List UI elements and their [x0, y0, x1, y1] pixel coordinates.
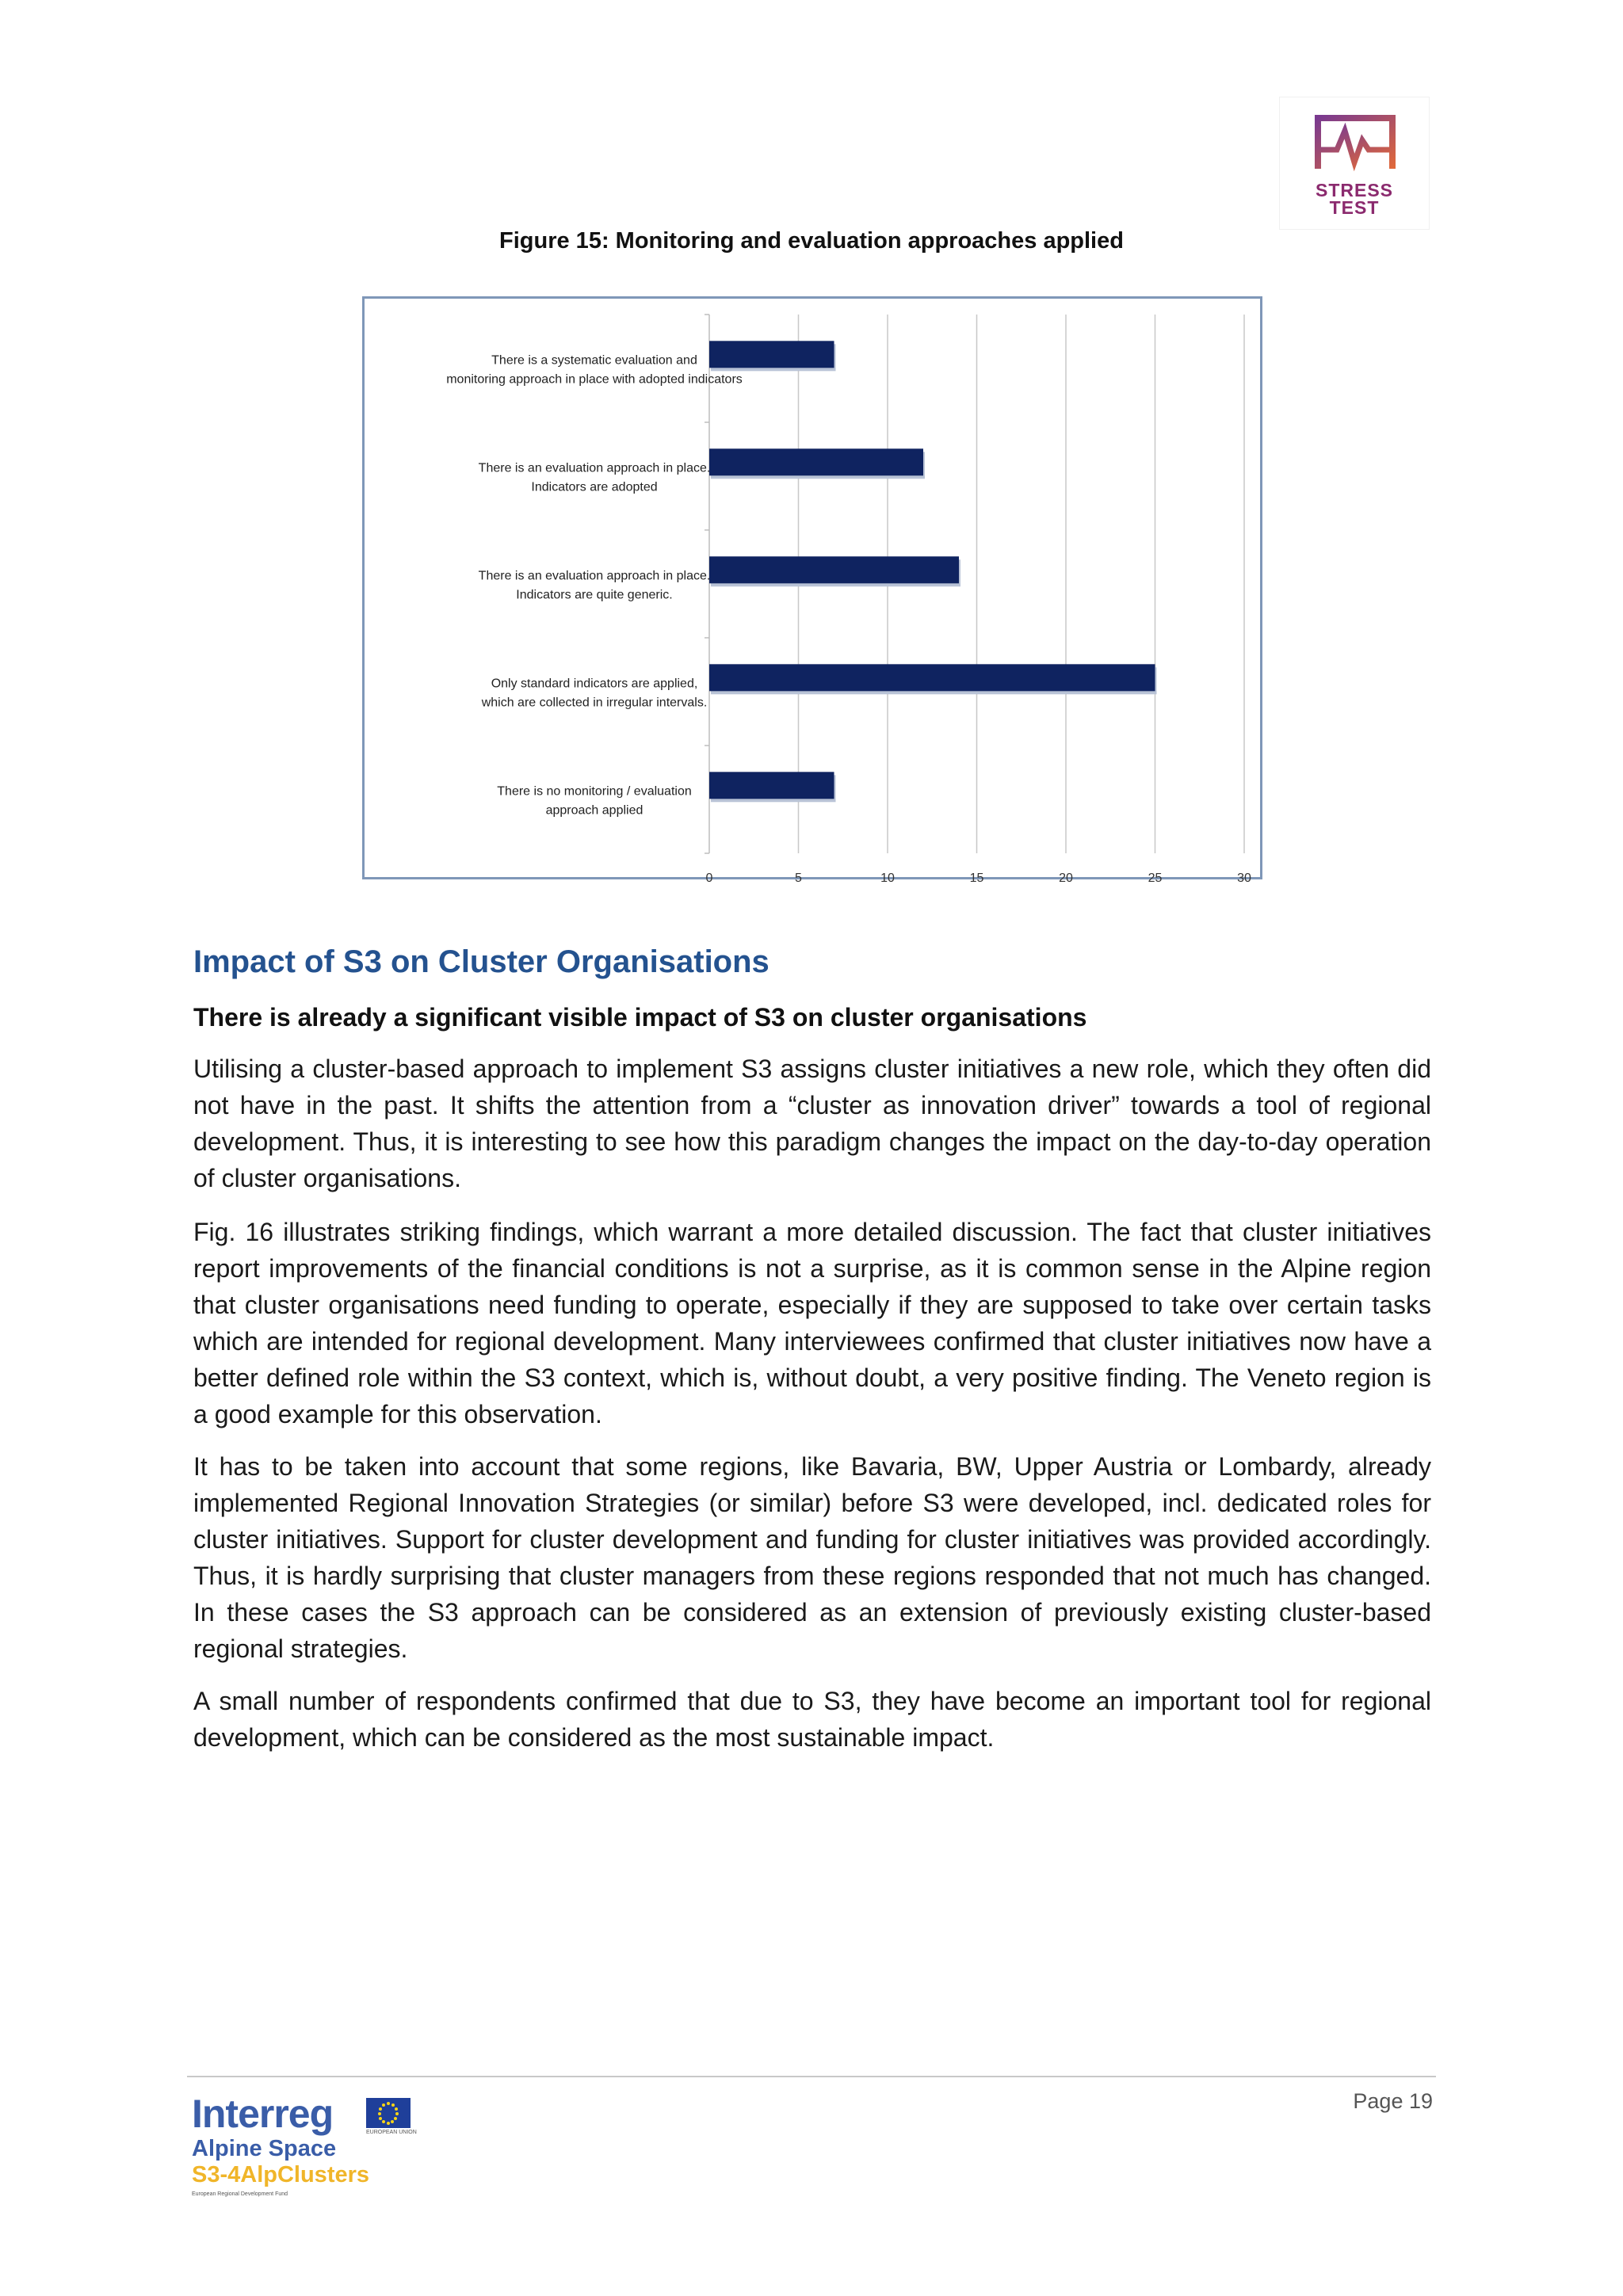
chart-frame — [362, 296, 1262, 885]
x-tick-label: 10 — [880, 871, 895, 885]
paragraph-1: Utilising a cluster-based approach to implement S3 assigns cluster initiatives a new role, which they often did not have in the past. It shifts the attention from a “cluster as innovation driver” towards a tool of regional development. Thus, it is interesting to see how this paradigm changes the impact on the day-to-day operation of cluster organisations. — [193, 1055, 1431, 1192]
section-heading: Impact of S3 on Cluster Organisations — [193, 944, 769, 979]
bar-chart — [365, 299, 1260, 885]
x-tick-label: 25 — [1148, 871, 1163, 885]
eu-flag-icon — [366, 2098, 411, 2128]
category-label: Indicators are adopted — [531, 480, 658, 494]
category-label: There is an evaluation approach in place. — [478, 569, 711, 583]
bar — [709, 448, 923, 475]
category-label: There is an evaluation approach in place. — [478, 461, 711, 475]
bar — [709, 664, 1155, 691]
category-label: Only standard indicators are applied, — [491, 677, 698, 691]
paragraph-3: It has to be taken into account that some regions, like Bavaria, BW, Upper Austria or Lombardy, already implemented Regional Innovation Strategies (or similar) before S3 were developed, incl. dedicated roles for cluster initiatives. Support for cluster development and funding for cluster initiatives was provided accordingly. Thus, it is hardly surprising that cluster managers from these regions responded that not much has changed. In these cases the S3 approach can be considered as an extension of previously existing cluster-based regional strategies. — [193, 1452, 1431, 1663]
page-number: Page 19 — [1353, 2089, 1433, 2113]
bar — [709, 341, 834, 368]
category-label: There is no monitoring / evaluation — [497, 784, 692, 799]
category-label: which are collected in irregular intervals. — [481, 696, 708, 710]
bar — [709, 556, 959, 583]
fund-label: European Regional Development Fund — [192, 2191, 288, 2197]
bar — [709, 772, 834, 799]
stress-test-icon — [1313, 113, 1397, 174]
x-tick-label: 20 — [1059, 871, 1073, 885]
category-label: Indicators are quite generic. — [516, 588, 673, 602]
interreg-logo — [192, 2092, 430, 2197]
sub-heading: There is already a significant visible impact of S3 on cluster organisations — [193, 1003, 1087, 1032]
footer-divider — [187, 2076, 1436, 2077]
x-tick-label: 0 — [705, 871, 713, 885]
figure-caption: Figure 15: Monitoring and evaluation approaches applied — [499, 228, 1124, 254]
stress-test-logo — [1279, 97, 1430, 230]
paragraph-2: Fig. 16 illustrates striking findings, which warrant a more detailed discussion. The fact that cluster initiatives report improvements of the financial conditions is not a surprise, as it is common sense in the Alpine region that cluster organisations need funding to operate, especially if they are supposed to take over certain tasks which are intended for regional development. Many interviewees confirmed that cluster initiatives now have a better defined role within the S3 context, which is, without doubt, a very positive finding. The Veneto region is a good example for this observation. — [193, 1218, 1431, 1428]
x-tick-label: 5 — [795, 871, 802, 885]
paragraph-4: A small number of respondents confirmed that due to S3, they have become an important tool for regional development, which can be considered as the most sustainable impact. — [193, 1687, 1431, 1752]
logo-text-line1: STRESS — [1315, 180, 1394, 200]
eu-label: EUROPEAN UNION — [366, 2130, 417, 2135]
x-tick-label: 15 — [969, 871, 984, 885]
project-name: S3-4AlpClusters — [192, 2162, 370, 2187]
category-label: There is a systematic evaluation and — [491, 353, 697, 368]
logo-text-line2: TEST — [1329, 197, 1380, 218]
interreg-wordmark: Interreg — [192, 2092, 334, 2136]
category-label: monitoring approach in place with adopted indicators — [446, 372, 743, 387]
category-label: approach applied — [545, 803, 643, 818]
x-tick-label: 30 — [1237, 871, 1251, 885]
program-name: Alpine Space — [192, 2136, 337, 2161]
